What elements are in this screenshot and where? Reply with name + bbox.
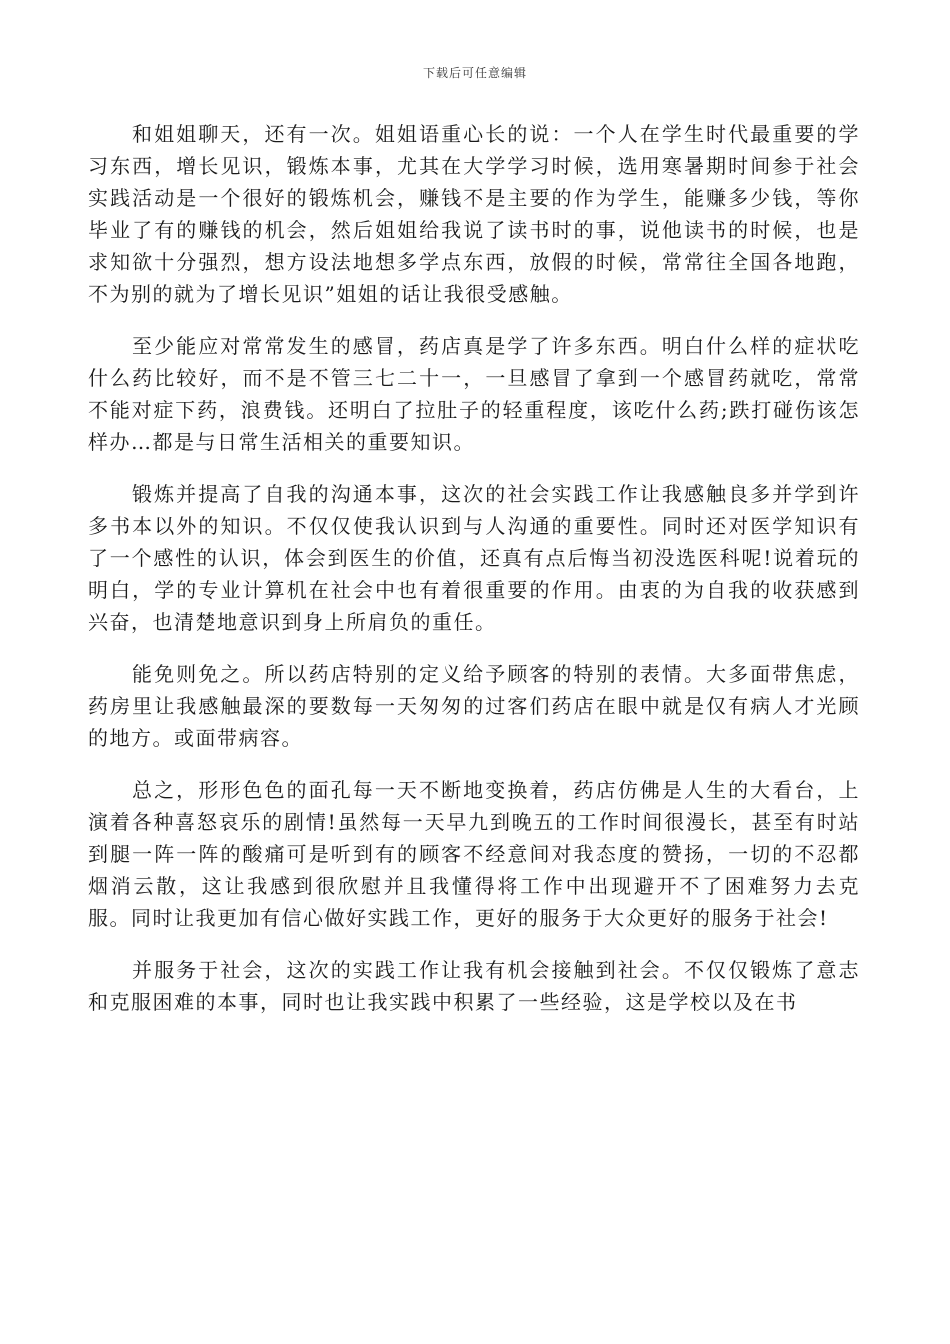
document-body: [88, 118, 860, 1038]
paragraph-6: 并服务于社会，这次的实践工作让我有机会接触到社会。不仅仅锻炼了意志和克服困难的本事，同时也让我实践中积累了一些经验，这是学校以及在书: [88, 958, 860, 1014]
paragraph-2: 至少能应对常常发生的感冒，药店真是学了许多东西。明白什么样的症状吃什么药比较好，而不是不管三七二十一，一旦感冒了拿到一个感冒药就吃，常常不能对症下药，浪费钱。还明白了拉肚子的轻重程度，该吃什么药;跌打碰伤该怎样办…都是与日常生活相关的重要知识。: [88, 334, 860, 454]
paragraph-3: 锻炼并提高了自我的沟通本事，这次的社会实践工作让我感触良多并学到许多书本以外的知识。不仅仅使我认识到与人沟通的重要性。同时还对医学知识有了一个感性的认识，体会到医生的价值，还真有点后悔当初没选医科呢!说着玩的明白，学的专业计算机在社会中也有着很重要的作用。由衷的为自我的收获感到兴奋，也清楚地意识到身上所肩负的重任。: [88, 482, 860, 634]
page-header: 下载后可任意编辑: [422, 66, 527, 80]
paragraph-5: 总之，形形色色的面孔每一天不断地变换着，药店仿佛是人生的大看台，上演着各种喜怒哀乐的剧情!虽然每一天早九到晚五的工作时间很漫长，甚至有时站到腿一阵一阵的酸痛可是听到有的顾客不经意间对我态度的赞扬，一切的不忍都烟消云散，这让我感到很欣慰并且我懂得将工作中出现避开不了困难努力去克服。同时让我更加有信心做好实践工作，更好的服务于大众更好的服务于社会!: [88, 778, 860, 930]
paragraph-4: 能免则免之。所以药店特别的定义给予顾客的特别的表情。大多面带焦虑，药房里让我感触最深的要数每一天匆匆的过客们药店在眼中就是仅有病人才光顾的地方。或面带病容。: [88, 662, 860, 750]
paragraph-1: 和姐姐聊天，还有一次。姐姐语重心长的说：一个人在学生时代最重要的学习东西，增长见识，锻炼本事，尤其在大学学习时候，选用寒暑期时间参于社会实践活动是一个很好的锻炼机会，赚钱不是主要的作为学生，能赚多少钱，等你毕业了有的赚钱的机会，然后姐姐给我说了读书时的事，说他读书的时候，也是求知欲十分强烈，想方设法地想多学点东西，放假的时候，常常往全国各地跑，不为别的就为了增长见识”姐姐的话让我很受感触。: [88, 122, 860, 306]
